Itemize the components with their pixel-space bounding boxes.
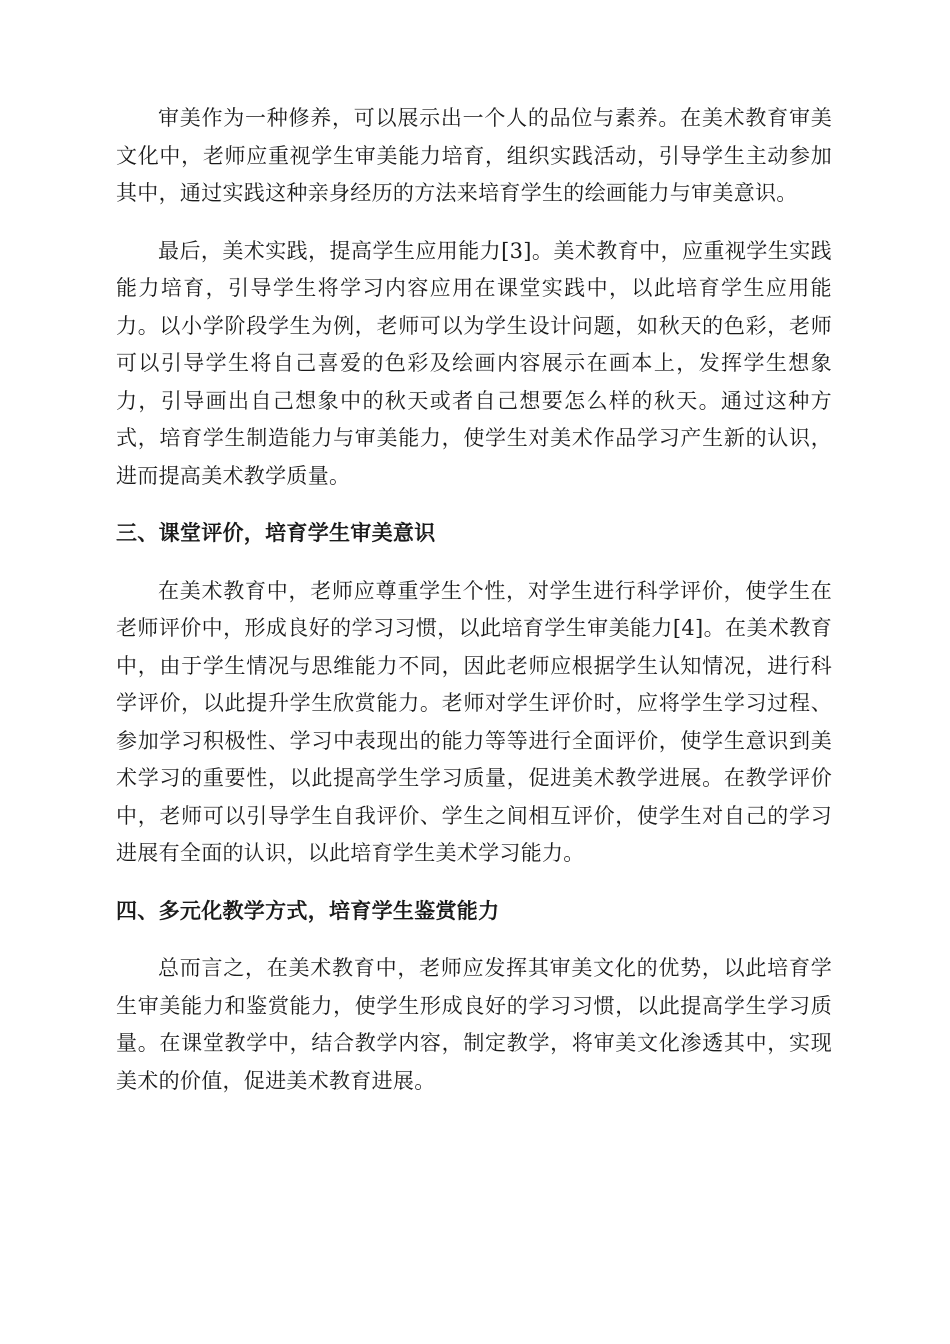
- paragraph-classroom-evaluation: 在美术教育中，老师应尊重学生个性，对学生进行科学评价，使学生在老师评价中，形成良好的学习习惯，以此培育学生审美能力[4]。在美术教育中，由于学生情况与思维能力不同，因此老师应根据学生认知情况，进行科学评价，以此提升学生欣赏能力。老师对学生评价时，应将学生学习过程、参加学习积极性、学习中表现出的能力等等进行全面评价，使学生意识到美术学习的重要性，以此提高学生学习质量，促进美术教学进展。在教学评价中，老师可以引导学生自我评价、学生之间相互评价，使学生对自己的学习进展有全面的认识，以此培育学生美术学习能力。: [116, 578, 832, 865]
- paragraph-gap: [116, 553, 832, 573]
- paragraph-gap: [116, 213, 832, 233]
- paragraph-art-practice: 最后，美术实践，提高学生应用能力[3]。美术教育中，应重视学生实践能力培育，引导学生将学习内容应用在课堂实践中，以此培育学生应用能力。以小学阶段学生为例，老师可以为学生设计问题，如秋天的色彩，老师可以引导学生将自己喜爱的色彩及绘画内容展示在画本上，发挥学生想象力，引导画出自己想象中的秋天或者自己想要怎么样的秋天。通过这种方式，培育学生制造能力与审美能力，使学生对美术作品学习产生新的认识，进而提高美术教学质量。: [116, 238, 832, 488]
- paragraph-gap: [116, 495, 832, 515]
- section-heading-classroom-evaluation: 三、课堂评价，培育学生审美意识: [116, 521, 436, 545]
- document-body: [116, 100, 832, 1100]
- section-heading-diverse-teaching: 四、多元化教学方式，培育学生鉴赏能力: [116, 898, 500, 923]
- paragraph-aesthetic-cultivation: 审美作为一种修养，可以展示出一个人的品位与素养。在美术教育审美文化中，老师应重视学生审美能力培育，组织实践活动，引导学生主动参加其中，通过实践这种亲身经历的方法来培育学生的绘画能力与审美意识。: [116, 106, 832, 205]
- paragraph-conclusion: 总而言之，在美术教育中，老师应发挥其审美文化的优势，以此培育学生审美能力和鉴赏能力，使学生形成良好的学习习惯，以此提高学生学习质量。在课堂教学中，结合教学内容，制定教学，将审美文化渗透其中，实现美术的价值，促进美术教育进展。: [116, 956, 832, 1093]
- paragraph-gap: [116, 873, 832, 893]
- paragraph-gap: [116, 930, 832, 950]
